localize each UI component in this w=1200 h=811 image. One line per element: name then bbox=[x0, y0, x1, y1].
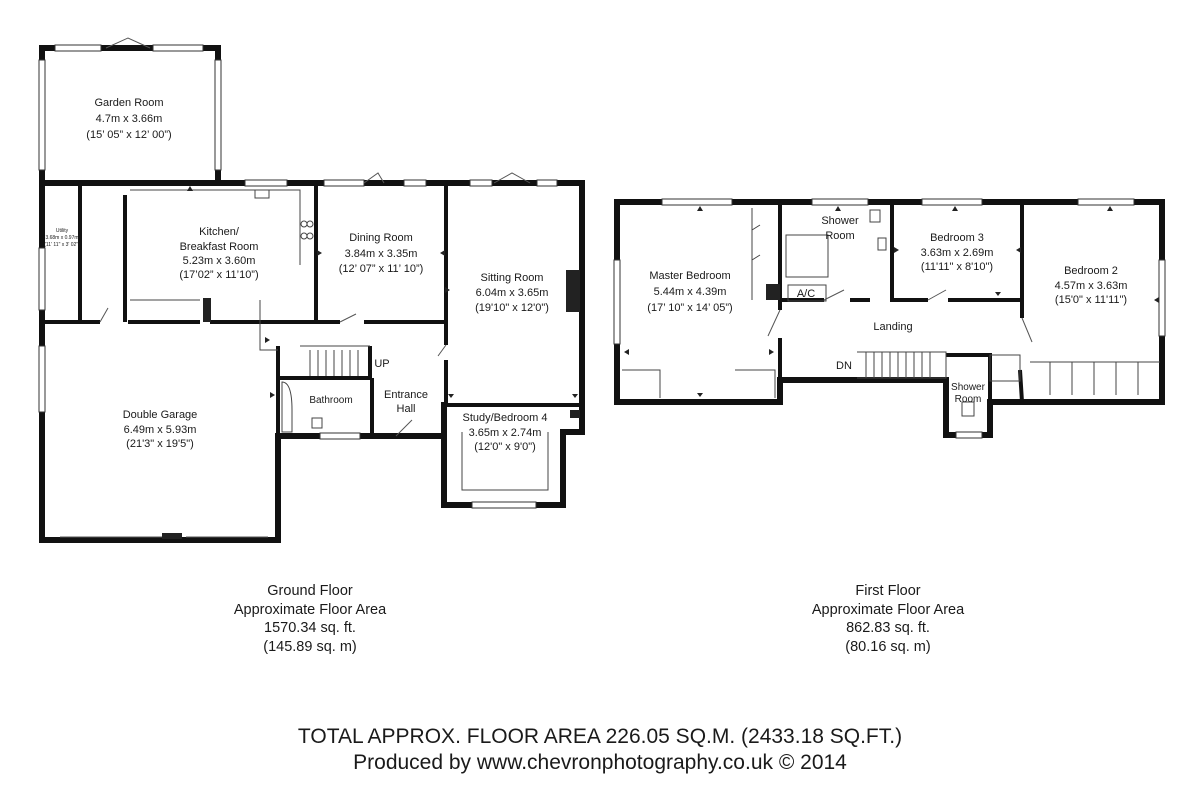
garden-room-imperial: (15’ 05” x 12’ 00”) bbox=[86, 129, 172, 141]
total-floor-area: TOTAL APPROX. FLOOR AREA 226.05 SQ.M. (2433.18 SQ.FT.) bbox=[297, 725, 903, 748]
ground-floor-labels bbox=[44, 97, 549, 453]
bedroom-2-imperial: (15'0" x 11'11") bbox=[1054, 294, 1128, 306]
double-garage-name: Double Garage bbox=[122, 409, 198, 421]
master-bedroom-imperial: (17’ 10” x 14’ 05”) bbox=[647, 302, 733, 314]
double-garage-metric: 6.49m x 5.93m bbox=[123, 424, 197, 436]
footer bbox=[0, 724, 1200, 776]
dining-room-imperial: (12’ 07” x 11’ 10”) bbox=[338, 263, 424, 275]
ground-floor-sqft: 1570.34 sq. ft. bbox=[264, 620, 356, 636]
first-floor-subtitle: Approximate Floor Area bbox=[811, 601, 965, 618]
bedroom-3-imperial: (11'11" x 8'10") bbox=[920, 261, 994, 273]
kitchen-metric: 5.23m x 3.60m bbox=[182, 255, 256, 267]
sitting-room-name: Sitting Room bbox=[480, 272, 544, 284]
sitting-room-metric: 6.04m x 3.65m bbox=[475, 287, 549, 299]
shower-room-2-name-2: Room bbox=[954, 394, 982, 405]
kitchen-imperial: (17’02” x 11’10”) bbox=[179, 269, 259, 281]
first-floor-sqft: 862.83 sq. ft. bbox=[846, 620, 930, 636]
utility-imperial: (11' 11" x 3' 02") bbox=[44, 242, 80, 248]
utility-metric: 3.68m x 0.97m bbox=[45, 235, 79, 241]
credit-line: Produced by www.chevronphotography.co.uk © 2014 bbox=[353, 751, 847, 774]
shower-room-2-name: Shower bbox=[951, 382, 985, 393]
bedroom-3-metric: 3.63m x 2.69m bbox=[920, 247, 994, 259]
study-imperial: (12'0" x 9'0") bbox=[474, 441, 536, 453]
bedroom-3-name: Bedroom 3 bbox=[930, 232, 984, 244]
ac-label: A/C bbox=[796, 288, 816, 300]
entrance-hall-name: Entrance bbox=[383, 389, 429, 401]
landing-label: Landing bbox=[873, 321, 913, 333]
ground-floor-subtitle: Approximate Floor Area bbox=[233, 601, 387, 618]
shower-room-1-name: Shower bbox=[821, 215, 859, 227]
ground-floor-title: Ground Floor bbox=[267, 583, 353, 599]
utility-name: Utility bbox=[55, 228, 69, 234]
sitting-room-imperial: (19'10" x 12'0") bbox=[475, 302, 549, 314]
bedroom-2-metric: 4.57m x 3.63m bbox=[1054, 280, 1128, 292]
shower-room-1-name-2: Room bbox=[825, 230, 855, 242]
master-bedroom-name: Master Bedroom bbox=[649, 270, 731, 282]
garden-room-metric: 4.7m x 3.66m bbox=[95, 113, 163, 125]
master-bedroom-metric: 5.44m x 4.39m bbox=[653, 286, 727, 298]
bedroom-2-name: Bedroom 2 bbox=[1064, 265, 1118, 277]
kitchen-name: Kitchen/ bbox=[199, 226, 239, 238]
study-name: Study/Bedroom 4 bbox=[462, 412, 548, 424]
dining-room-name: Dining Room bbox=[349, 232, 413, 244]
dining-room-metric: 3.84m x 3.35m bbox=[344, 248, 418, 260]
ground-floor-sqm: (145.89 sq. m) bbox=[263, 638, 357, 655]
first-floor-plan bbox=[614, 199, 1165, 438]
kitchen-name-2: Breakfast Room bbox=[179, 241, 259, 253]
ground-floor-summary bbox=[190, 582, 430, 656]
garden-room-name: Garden Room bbox=[94, 97, 164, 109]
first-floor-summary bbox=[768, 582, 1008, 656]
bathroom-name: Bathroom bbox=[309, 395, 353, 406]
study-metric: 3.65m x 2.74m bbox=[468, 427, 542, 439]
first-floor-labels bbox=[647, 215, 1127, 405]
first-floor-title: First Floor bbox=[855, 583, 921, 599]
first-floor-sqm: (80.16 sq. m) bbox=[845, 638, 931, 655]
stairs-up-label: UP bbox=[374, 358, 390, 370]
double-garage-imperial: (21'3" x 19'5") bbox=[126, 438, 194, 450]
stairs-down-label: DN bbox=[836, 360, 852, 372]
entrance-hall-name-2: Hall bbox=[396, 403, 416, 415]
